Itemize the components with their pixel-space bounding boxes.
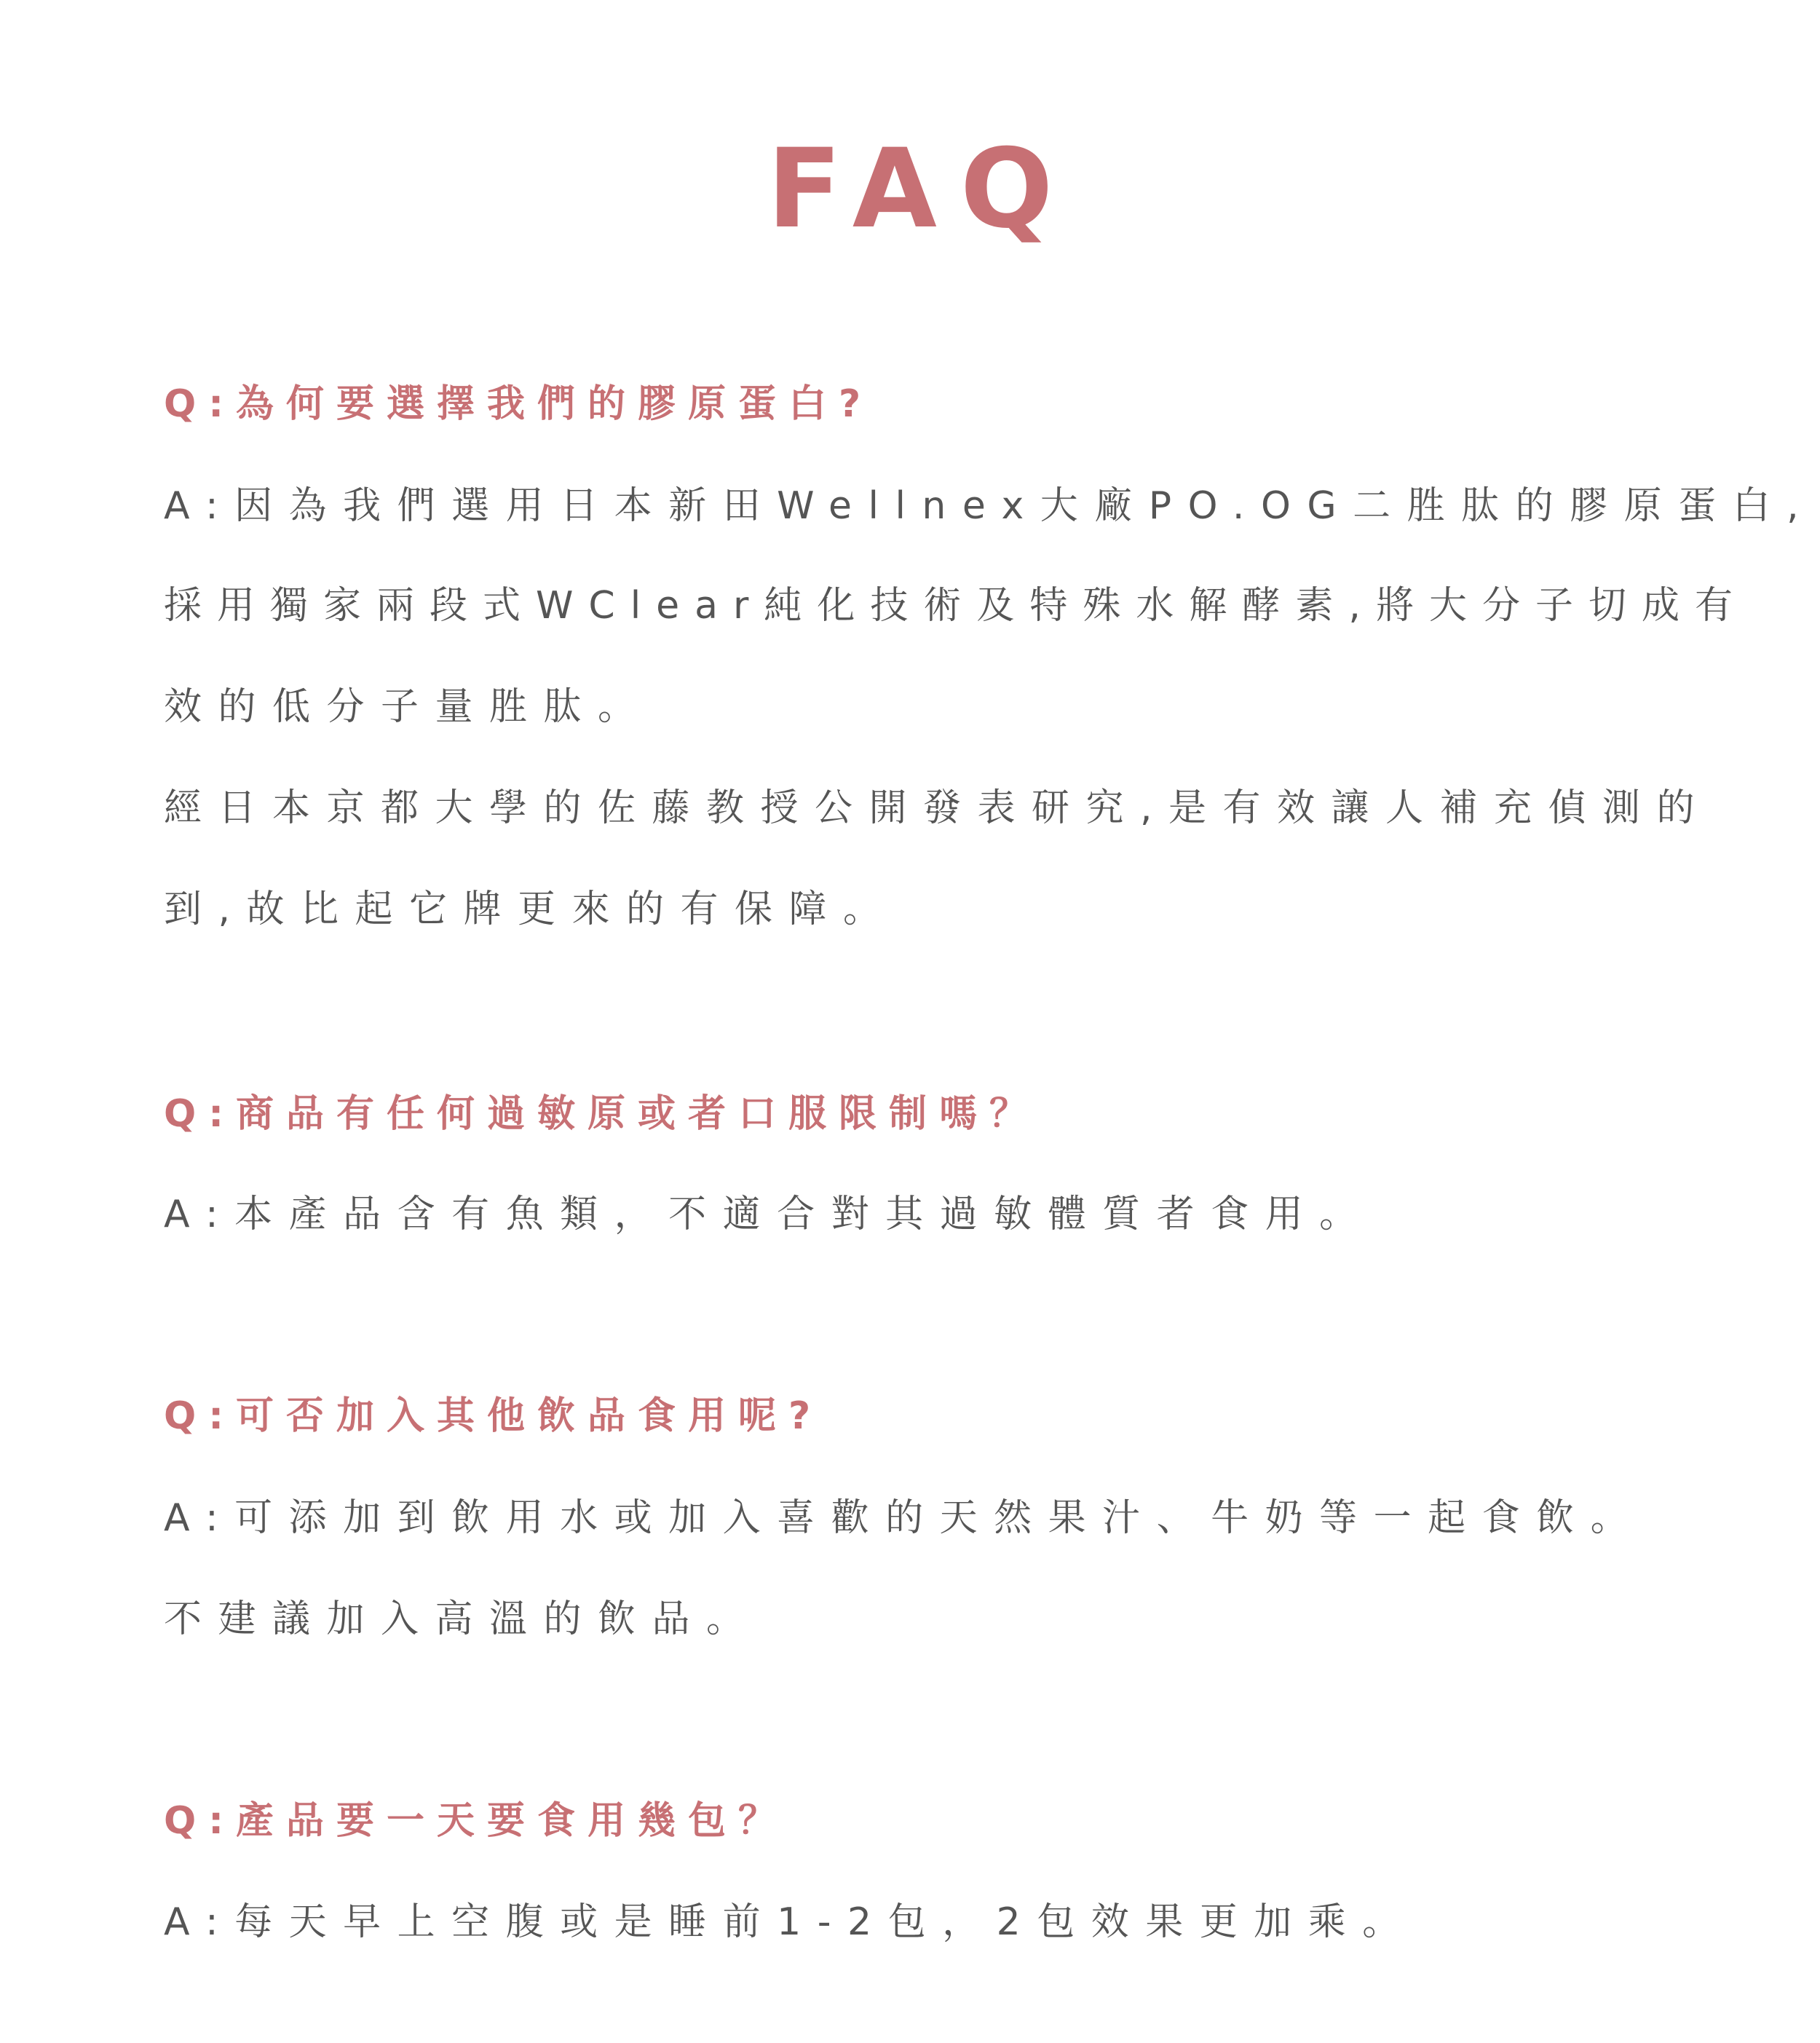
faq-answer-2-line-1: A:本產品含有魚類，不適合對其過敏體質者食用。 <box>164 1193 1374 1236</box>
faq-question-2: Q:商品有任何過敏原或者口服限制嗎？ <box>164 1092 1040 1136</box>
faq-answer-3-line-2: 不建議加入高溫的飲品。 <box>164 1597 761 1641</box>
faq-answer-1-line-2: 採用獨家兩段式WClear純化技術及特殊水解酵素,將大分子切成有 <box>164 584 1748 628</box>
faq-answer-1-line-4: 經日本京都大學的佐藤教授公開發表研究,是有效讓人補充偵測的 <box>164 786 1712 830</box>
faq-answer-3-line-1: A:可添加到飲用水或加入喜歡的天然果汁、牛奶等一起食飲。 <box>164 1496 1645 1540</box>
faq-question-1: Q:為何要選擇我們的膠原蛋白? <box>164 382 874 426</box>
faq-question-4: Q:產品要一天要食用幾包？ <box>164 1799 789 1843</box>
faq-answer-4-line-1: A:每天早上空腹或是睡前1-2包，2包效果更加乘。 <box>164 1900 1417 1944</box>
faq-answer-1-line-5: 到,故比起它牌更來的有保障。 <box>164 888 898 931</box>
faq-question-3: Q:可否加入其他飲品食用呢? <box>164 1394 823 1438</box>
page-title: FAQ <box>767 126 1077 253</box>
faq-answer-1-line-1: A:因為我們選用日本新田Wellnex大廠PO.OG二胜肽的膠原蛋白, <box>164 484 1816 528</box>
faq-answer-1-line-3: 效的低分子量胜肽。 <box>164 685 652 729</box>
